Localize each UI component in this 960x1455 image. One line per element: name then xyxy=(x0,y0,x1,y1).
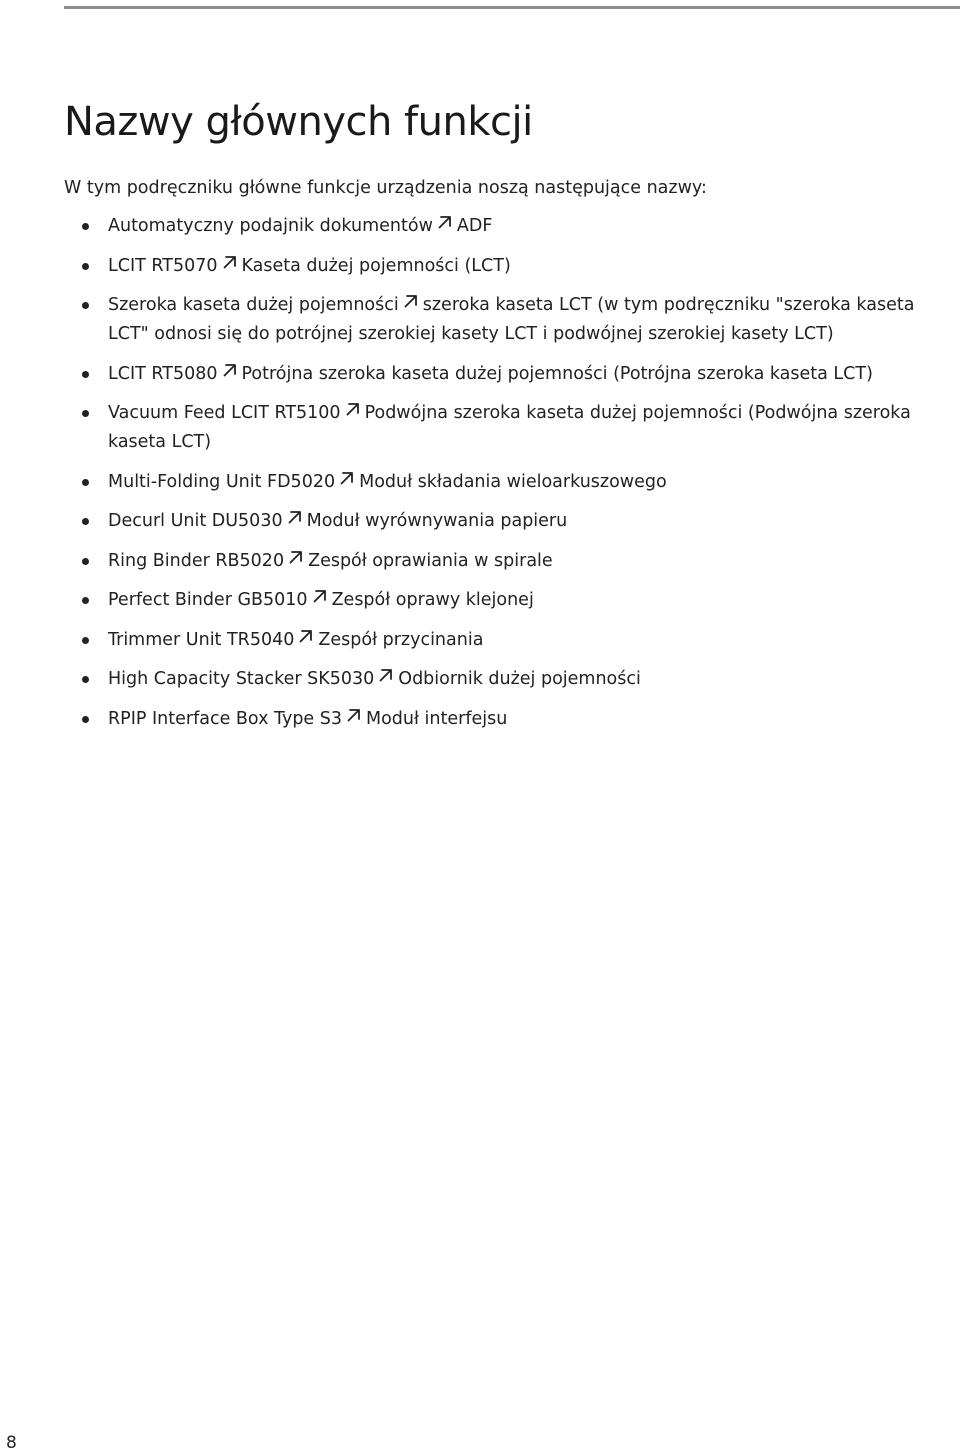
feature-name: RPIP Interface Box Type S3 xyxy=(108,708,342,729)
list-item xyxy=(82,468,958,497)
feature-alias: Moduł wyrównywania papieru xyxy=(306,511,568,531)
bullet-icon xyxy=(82,637,89,644)
list-item xyxy=(82,252,958,281)
page-number: 8 xyxy=(6,1433,17,1453)
list-item xyxy=(82,399,958,457)
list-item xyxy=(82,291,958,349)
feature-name: Multi-Folding Unit FD5020 xyxy=(108,471,336,492)
feature-name: LCIT RT5080 xyxy=(108,363,218,384)
arrow-right-icon xyxy=(340,471,354,485)
feature-alias: Moduł składania wieloarkuszowego xyxy=(359,471,667,492)
arrow-right-icon xyxy=(347,708,361,722)
feature-alias: Potrójna szeroka kaseta dużej pojemności (Potrójna szeroka kaseta LCT) xyxy=(241,363,873,384)
bullet-icon xyxy=(82,302,89,309)
list-item xyxy=(82,705,958,734)
feature-alias: Kaseta dużej pojemności (LCT) xyxy=(241,255,511,276)
feature-name: LCIT RT5070 xyxy=(108,255,218,276)
page-title: Nazwy głównych funkcji xyxy=(64,99,533,145)
header-rule xyxy=(64,6,960,9)
feature-alias: ADF xyxy=(456,216,493,236)
intro-paragraph: W tym podręczniku główne funkcje urządzenia noszą następujące nazwy: xyxy=(64,178,707,198)
bullet-icon xyxy=(82,518,89,525)
bullet-icon xyxy=(82,716,89,723)
bullet-icon xyxy=(82,263,89,270)
feature-name: Vacuum Feed LCIT RT5100 xyxy=(108,403,341,423)
list-item xyxy=(82,212,958,241)
feature-alias: Zespół oprawiania w spirale xyxy=(308,550,553,571)
feature-list xyxy=(82,212,958,744)
bullet-icon xyxy=(82,558,89,565)
bullet-icon xyxy=(82,223,89,230)
feature-alias: Moduł interfejsu xyxy=(366,708,508,729)
feature-name: High Capacity Stacker SK5030 xyxy=(108,669,375,689)
arrow-right-icon xyxy=(223,255,237,269)
arrow-right-icon xyxy=(404,294,418,308)
bullet-icon xyxy=(82,597,89,604)
feature-name: Perfect Binder GB5010 xyxy=(108,590,308,610)
arrow-right-icon xyxy=(438,215,452,229)
list-item xyxy=(82,507,958,536)
arrow-right-icon xyxy=(346,402,360,416)
feature-alias: Podwójna szeroka kaseta dużej pojemności (Podwójna szeroka kaseta LCT) xyxy=(108,403,911,452)
feature-alias: Zespół oprawy klejonej xyxy=(331,590,534,610)
arrow-right-icon xyxy=(288,510,302,524)
feature-alias: Odbiornik dużej pojemności xyxy=(398,669,641,689)
arrow-right-icon xyxy=(289,550,303,564)
bullet-icon xyxy=(82,371,89,378)
list-item xyxy=(82,665,958,694)
bullet-icon xyxy=(82,410,89,417)
feature-name: Szeroka kaseta dużej pojemności xyxy=(108,295,399,315)
feature-name: Decurl Unit DU5030 xyxy=(108,511,283,531)
list-item xyxy=(82,360,958,389)
bullet-icon xyxy=(82,479,89,486)
feature-name: Trimmer Unit TR5040 xyxy=(108,629,295,650)
list-item xyxy=(82,586,958,615)
feature-alias: Zespół przycinania xyxy=(318,629,484,650)
arrow-right-icon xyxy=(299,629,313,643)
bullet-icon xyxy=(82,676,89,683)
arrow-right-icon xyxy=(223,363,237,377)
feature-name: Ring Binder RB5020 xyxy=(108,550,285,571)
arrow-right-icon xyxy=(313,589,327,603)
list-item xyxy=(82,547,958,576)
list-item xyxy=(82,626,958,655)
feature-name: Automatyczny podajnik dokumentów xyxy=(108,216,433,236)
arrow-right-icon xyxy=(379,668,393,682)
feature-alias: szeroka kaseta LCT (w tym podręczniku "szeroka kaseta LCT" odnosi się do potrójnej szerokiej kasety LCT i podwójnej szerokiej kasety LCT) xyxy=(108,295,915,344)
